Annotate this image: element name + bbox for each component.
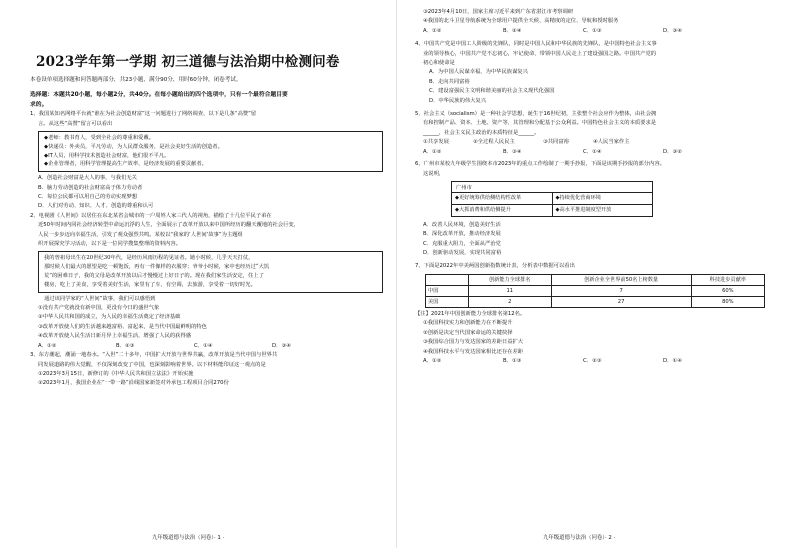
option-b: B．脑力劳动创造的社会财富高于体力劳动者 [38,184,143,191]
question-4 [415,40,772,106]
statement: ④人民当家作主 [593,139,630,146]
option-b: B．②④ [503,27,522,34]
question-text: 言。从这些“高赞”留言可以看出 [38,120,113,127]
table-header [426,274,469,285]
page-2 [397,0,794,548]
question-text: 7、下面是2022年中美两国创新指数统计表，分析表中数据可以看出 [415,262,575,269]
option-a: A．改善人民环境，创造美好生活 [423,221,501,228]
question-text: 有和控制产品、资本、土地、资产等，其管理和分配基于公众利益。中国特色社会主义的本质要求是 [423,120,657,127]
table-header: 创新能力全球排名 [469,274,552,285]
question-text: 3、东方潮起，潮涌一地春水。“入世”二十多年，中国扩大开放与世界共赢，改革开放是当代中国与世界共 [30,352,278,359]
question-text: 6、广州市某校九年级学生围绕本市2023年的重点工作绘制了一期手抄报，下面是该期手抄报的部分内容。 [415,161,665,168]
quote-line: ◆快递员：外卖员，平凡劳动，为人民群众服务，是社会美好生活的创造者。 [44,143,223,150]
table-header: 科技进步贡献率 [691,274,764,285]
statement: ①共享发展 [423,139,449,146]
question-text: 人民一步步迈向幸福生活，引发了观众强烈共鸣。某校以“我家的‘人世间’故事”为主题组 [38,231,243,238]
exam-title: 2023学年第一学期 初三道德与法治期中检测问卷 [36,54,340,70]
story-box [38,251,383,292]
option-a: A．①② [38,342,57,349]
table-cell: 2 [469,296,552,307]
question-1 [30,110,383,212]
statement: ①没有共产党就没有新中国，更没有今日的盛世气象 [38,305,160,312]
statement: ③共同富裕 [543,139,569,146]
page-2-footer: 九年级道德与法治（问卷）· 2 · [543,535,616,541]
section-header-cont: 求的。 [30,101,48,108]
option-d: D．③② [663,148,682,155]
statement: ②2023年1月，我国企业在“一带一路”沿线国家新签对外承包工程项目合同270份 [38,380,229,387]
poster-header: 广州市 [452,182,652,193]
option-d: D．中华民族的伟大复兴 [429,97,487,104]
story-line: 我的曾祖母出生在20世纪30年代，是经历风雨历程的见证者。她小时候，几乎天天打仗， [44,255,254,262]
option-b: B．①③ [503,357,522,364]
option-b: B．走向共同富裕 [429,78,470,85]
table-row [426,296,765,307]
quote-line: ◆老师：教书育人，受到全社会的尊重和爱戴。 [44,135,155,142]
question-text: 4、中国共产党是中国工人阶级的先锋队，同时是中国人民和中华民族的先锋队，是中国特色社会主义事 [415,41,657,48]
statement: ②中华人民共和国的成立，为人民的幸福生活奠定了经济基础 [38,314,181,321]
question-3-cont [415,8,772,36]
statement: ③2023年4月10日，国家主席习近平来到广东省湛江市考察调研 [423,9,574,15]
quote-line: ◆IT人员，用科学技术创造社会财富，他们很不平凡。 [44,152,170,159]
option-row [415,148,772,157]
question-text: ______，社会主义民主政治的本质特征是______。 [423,129,540,136]
poster-cell: ◆更好统筹供给侧结构性改革 [455,194,522,201]
option-row [415,357,772,366]
page-1-footer: 九年级道德与法治（问卷）· 1 · [152,535,225,541]
question-5 [415,110,772,157]
table-cell: 60% [691,285,764,296]
statement: ①我国科技实力和创新能力在不断提升 [423,320,513,327]
question-text: 5、社会主义（socialism）是一种社会学思想，诞生于16世纪初，主张整个社会应作为整体，由社会拥 [415,111,657,118]
statement: ②全过程人民民主 [473,139,515,146]
table-header-row [426,274,765,285]
story-line: 那时候人们最大的愿望是吃一顿饱饭，再有一件像样的衣服穿；爷爷小时候，家中也经历过“大饥 [44,264,270,271]
statement: ②创新是决定当代国家命运的关键抉择 [423,329,513,336]
option-c: C．每位公民都可以用自己的劳动实现梦想 [38,194,138,201]
statement: ④我国的北斗卫星导航系统为全球用户提供全天候、高精度的定位、导航和授时服务 [423,18,619,25]
option-a: A．①② [423,27,442,34]
table-cell: 中国 [426,285,469,296]
exam-notice: 本卷设单项选择题和问答题两部分，共23小题，满分90分，用时60分钟，闭卷考试。 [30,77,242,83]
option-c: C．②③ [583,357,602,364]
option-row [30,342,383,351]
statement: ①2023年3月15日，新修订的《中华人民共和国立法法》开始实施 [38,370,194,377]
option-b: B．③④ [503,148,522,155]
option-a: A．①② [423,148,442,155]
poster-row [452,205,652,216]
statement: ④改革开放使人民生活日新月异上幸福生活，增强了人民的获得感 [38,333,192,340]
statement: ③我国综合国力与发达国家的差距日益扩大 [423,339,524,346]
option-a: A．创造社会财富是大人的事，与我们无关 [38,175,137,182]
poster-cell: ◆大抓消费和供给侧提升 [455,206,511,213]
section-header: 选择题：本题共20小题，每小题2分，共40分。在每小题给出的四个选项中，只有一个最符合题目要 [30,92,288,99]
option-d: D．人们对劳动、知识、人才、创造的尊重和认可 [38,203,154,210]
question-text: 织开展探究学习活动，以下是一位同学搜集整理的资料内容。 [38,241,182,248]
table-row [426,285,765,296]
quote-box [38,131,383,172]
question-7 [415,262,772,367]
table-note: 【注】2021年中国创新能力全球排名第12名。 [415,310,526,317]
table-cell: 27 [551,296,691,307]
table-cell: 7 [551,285,691,296]
question-3 [30,351,383,389]
story-line: 荒”的困难日子，我的父母是改革开放以后才慢慢过上好日子的。现在我们家生活安定，住上了 [44,273,264,280]
question-prompt: 通过该同学家的“人世间”故事，我们可以感悟到 [44,295,156,302]
table-cell: 美国 [426,296,469,307]
option-row [415,27,772,36]
question-text: 这说明， [423,170,445,177]
option-c: C．①③ [583,27,602,34]
question-text: 2、电视剧《人世间》以居住在东北某省会城市的一户周姓人家三代人的视角，描绘了十几位平民子弟在 [30,212,272,219]
option-c: C．克服重大阻力，全面从严治党 [423,240,501,247]
option-c: C．①④ [583,148,602,155]
poster-row [452,193,652,205]
statement-row [415,138,772,147]
quote-line: ◆企业管理者，用科学管理提高生产效率，是经济发展的重要贡献者。 [44,161,207,168]
question-text: 初心和使命是 [423,60,455,67]
question-text: 近50年时间内同社会经济转型中命运沉浮的人生，全面展示了改革开放以来中国所经历的翻天覆地的社会巨变， [38,222,299,229]
statement: ④我国科技水平与发达国家相比还存在差距 [423,348,524,355]
option-d: D．③④ [663,27,682,34]
table-header: 创新企业全世界前50名上榜数量 [551,274,691,285]
poster-box [451,181,653,217]
option-a: A．①② [423,357,442,364]
option-d: D．①④ [663,357,682,364]
poster-cell: ◆持续优化营商环境 [552,193,653,204]
option-c: C．①④ [194,342,213,349]
option-a: A．为中国人民谋幸福，为中华民族谋复兴 [429,69,528,76]
option-c: C．建设富强民主文明和谐美丽的社会主义现代化强国 [429,88,555,95]
option-d: D．③④ [272,342,291,349]
option-d: D．创新驱动发展，实现共同富裕 [423,250,502,257]
question-6 [415,160,772,258]
question-2 [30,212,383,351]
data-table [425,274,765,308]
option-b: B．深化改革开放，推动经济发展 [423,231,501,238]
question-text: 业的领导核心，中国共产党不忘初心，牢记使命，带领中国人民走上了建设强国之路。中国共产党的 [423,50,657,57]
statement: ③改革开放使人们的生活越来越富裕、富起来，是当代中国最鲜明的特色 [38,323,207,330]
question-text: 同发展道路的伟大觉醒，不仅深刻改变了中国，也深刻影响着世界。以下材料能印证这一观点的是 [38,361,266,368]
question-text: 1、我国某知名网络平台就“谁在为社会创造财富”这一问题进行了网络调查，以下是几条“高赞”留 [30,111,257,118]
story-line: 楼房，吃上了美食，享受着美好生活，家里有了车，有空调，去旅游，享受着一切好时光。 [44,281,256,288]
poster-cell: ◆高水平推进制度型开放 [552,205,653,216]
table-cell: 11 [469,285,552,296]
table-cell: 80% [691,296,764,307]
option-b: B．②③ [116,342,135,349]
